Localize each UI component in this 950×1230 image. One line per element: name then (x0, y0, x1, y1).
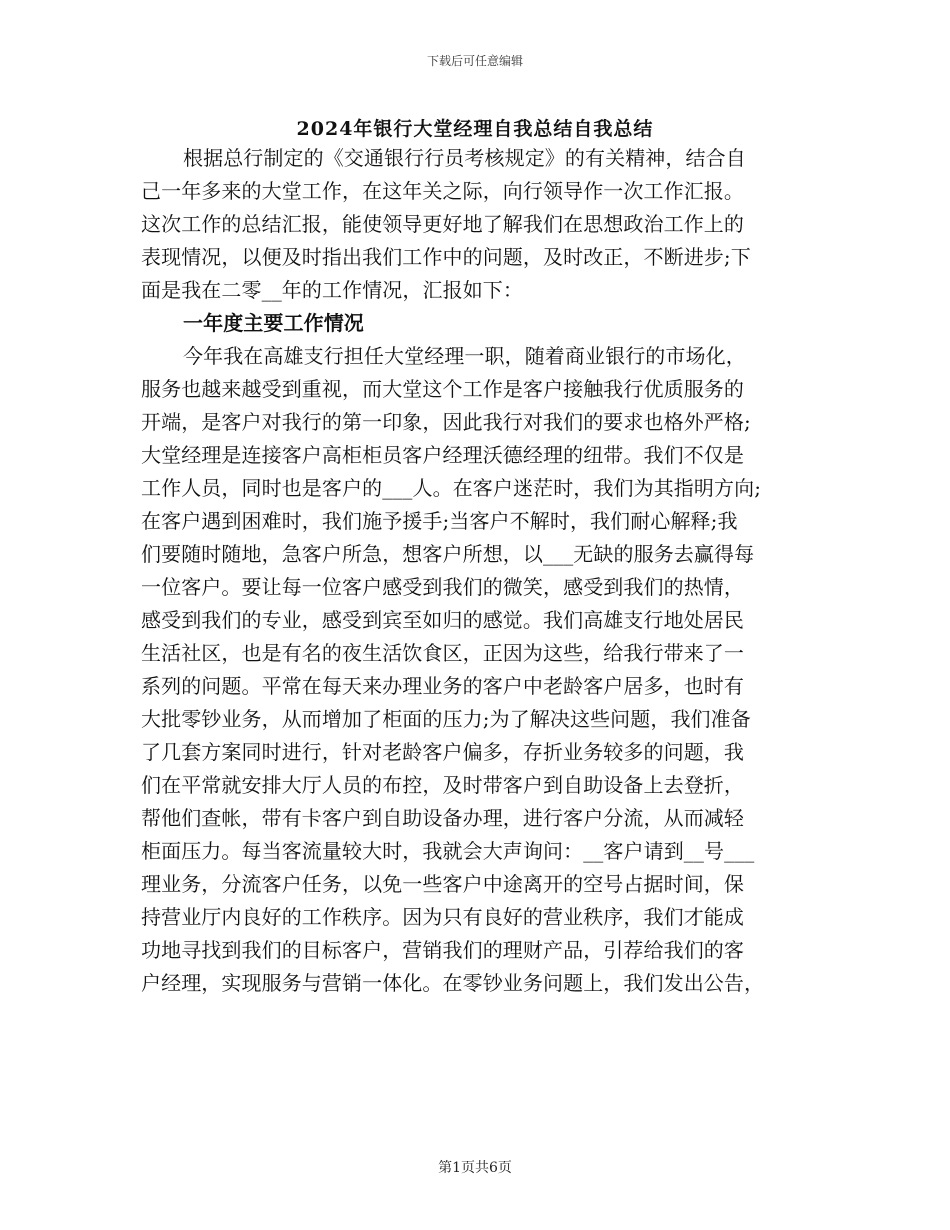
paragraph-line: 感受到我们的专业，感受到宾至如归的感觉。我们高雄支行地处居民 (141, 608, 744, 632)
paragraph-line: 了几套方案同时进行，针对老龄客户偏多，存折业务较多的问题，我 (141, 740, 744, 764)
paragraph-line: 户经理，实现服务与营销一体化。在零钞业务问题上，我们发出公告， (141, 971, 765, 995)
paragraph-line: 柜面压力。每当客流量较大时，我就会大声询问：__客户请到__号___ (141, 839, 755, 863)
paragraph-line: 一位客户。要让每一位客户感受到我们的微笑，感受到我们的热情， (141, 575, 744, 599)
paragraph-line: 系列的问题。平常在每天来办理业务的客户中老龄客户居多，也时有 (141, 674, 744, 698)
paragraph-line: 帮他们查帐，带有卡客户到自助设备办理，进行客户分流，从而减轻 (141, 806, 744, 830)
paragraph-line: 工作人员，同时也是客户的___人。在客户迷茫时，我们为其指明方向; (141, 476, 762, 500)
page-number-footer: 第1页共6页 (438, 1160, 512, 1176)
paragraph-line: 持营业厅内良好的工作秩序。因为只有良好的营业秩序，我们才能成 (141, 905, 744, 929)
paragraph-line: 在客户遇到困难时，我们施予援手;当客户不解时，我们耐心解释;我 (141, 509, 738, 533)
paragraph-line: 这次工作的总结汇报，能使领导更好地了解我们在思想政治工作上的 (141, 212, 744, 236)
paragraph-line: 功地寻找到我们的目标客户，营销我们的理财产品，引荐给我们的客 (141, 938, 744, 962)
section-heading: 一年度主要工作情况 (183, 311, 364, 335)
document-body (141, 142, 811, 1000)
paragraph-line: 今年我在高雄支行担任大堂经理一职，随着商业银行的市场化， (183, 344, 746, 368)
paragraph-line: 服务也越来越受到重视，而大堂这个工作是客户接触我行优质服务的 (141, 377, 744, 401)
paragraph-line: 理业务，分流客户任务，以免一些客户中途离开的空号占据时间，保 (141, 872, 744, 896)
paragraph-line: 生活社区，也是有名的夜生活饮食区，正因为这些，给我行带来了一 (141, 641, 744, 665)
paragraph-line: 开端，是客户对我行的第一印象，因此我行对我们的要求也格外严格; (141, 410, 751, 434)
paragraph-line: 面是我在二零__年的工作情况，汇报如下： (141, 278, 523, 302)
page-header-note: 下载后可任意编辑 (426, 54, 523, 68)
document-title: 2024年银行大堂经理自我总结自我总结 (296, 118, 654, 140)
paragraph-line: 表现情况，以便及时指出我们工作中的问题，及时改正，不断进步;下 (141, 245, 751, 269)
paragraph-line: 们在平常就安排大厅人员的布控，及时带客户到自助设备上去登折， (141, 773, 744, 797)
paragraph-line: 根据总行制定的《交通银行行员考核规定》的有关精神，结合自 (183, 146, 746, 170)
paragraph-line: 们要随时随地，急客户所急，想客户所想，以___无缺的服务去赢得每 (141, 542, 755, 566)
paragraph-line: 己一年多来的大堂工作，在这年关之际，向行领导作一次工作汇报。 (141, 179, 744, 203)
paragraph-line: 大堂经理是连接客户高柜柜员客户经理沃德经理的纽带。我们不仅是 (141, 443, 744, 467)
paragraph-line: 大批零钞业务，从而增加了柜面的压力;为了解决这些问题，我们准备 (141, 707, 751, 731)
